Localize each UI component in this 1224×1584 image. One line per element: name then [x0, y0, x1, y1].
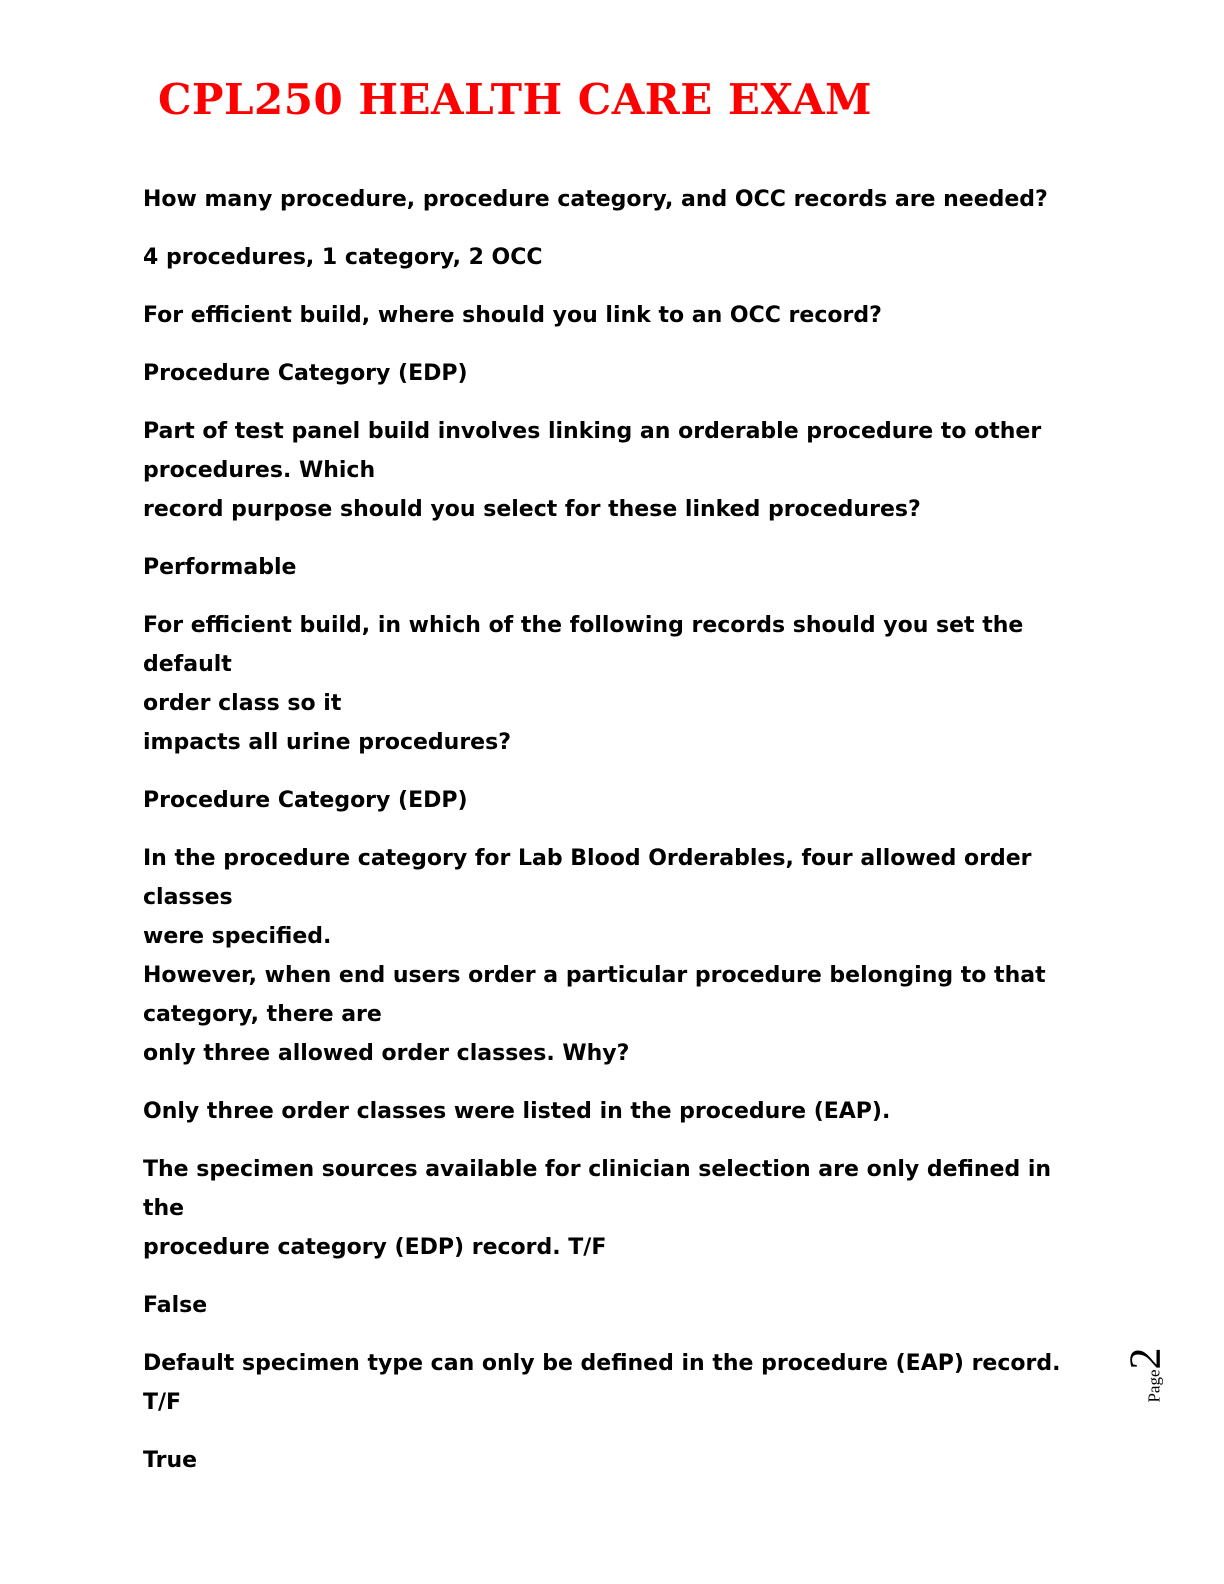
text-line: However, when end users order a particular procedure belonging to that — [143, 963, 1046, 988]
text-line: The specimen sources available for clinician selection are only defined in the — [143, 1157, 1052, 1221]
page-label: Page — [1144, 1369, 1164, 1403]
question-paragraph — [143, 1150, 1063, 1267]
text-line: 4 procedures, 1 category, 2 OCC — [143, 245, 543, 270]
question-paragraph — [143, 606, 1063, 762]
text-line: Procedure Category (EDP) — [143, 361, 468, 386]
text-line: For efficient build, in which of the following records should you set the default — [143, 613, 1024, 677]
answer-paragraph — [143, 238, 1063, 277]
text-line: Procedure Category (EDP) — [143, 788, 468, 813]
text-line: In the procedure category for Lab Blood Orderables, four allowed order classes — [143, 846, 1032, 910]
text-line: impacts all urine procedures? — [143, 730, 511, 755]
question-paragraph — [143, 1344, 1063, 1422]
answer-paragraph — [143, 1092, 1063, 1131]
answer-paragraph — [143, 354, 1063, 393]
answer-paragraph — [143, 1441, 1063, 1480]
question-paragraph — [143, 180, 1063, 219]
page-number — [1120, 1347, 1171, 1402]
text-line: Default specimen type can only be defined in the procedure (EAP) record. T/F — [143, 1351, 1061, 1415]
document-body — [143, 180, 1063, 1499]
text-line: were specified. — [143, 924, 332, 949]
answer-paragraph — [143, 1286, 1063, 1325]
text-line: record purpose should you select for these linked procedures? — [143, 497, 921, 522]
text-line: procedure category (EDP) record. T/F — [143, 1235, 607, 1260]
text-line: Part of test panel build involves linking an orderable procedure to other — [143, 419, 1042, 444]
text-line: How many procedure, procedure category, and OCC records are needed? — [143, 187, 1048, 212]
text-line: order class so it — [143, 691, 342, 716]
text-line: procedures. Which — [143, 458, 376, 483]
text-line: False — [143, 1293, 208, 1318]
text-line: True — [143, 1448, 198, 1473]
document-title: CPL250 HEALTH CARE EXAM — [158, 75, 873, 124]
question-paragraph — [143, 839, 1063, 1073]
text-line: category, there are — [143, 1002, 382, 1027]
page-number-value: 2 — [1120, 1347, 1170, 1370]
answer-paragraph — [143, 548, 1063, 587]
question-paragraph — [143, 296, 1063, 335]
text-line: Performable — [143, 555, 297, 580]
answer-paragraph — [143, 781, 1063, 820]
text-line: only three allowed order classes. Why? — [143, 1041, 630, 1066]
text-line: For efficient build, where should you link to an OCC record? — [143, 303, 882, 328]
question-paragraph — [143, 412, 1063, 529]
text-line: Only three order classes were listed in the procedure (EAP). — [143, 1099, 891, 1124]
